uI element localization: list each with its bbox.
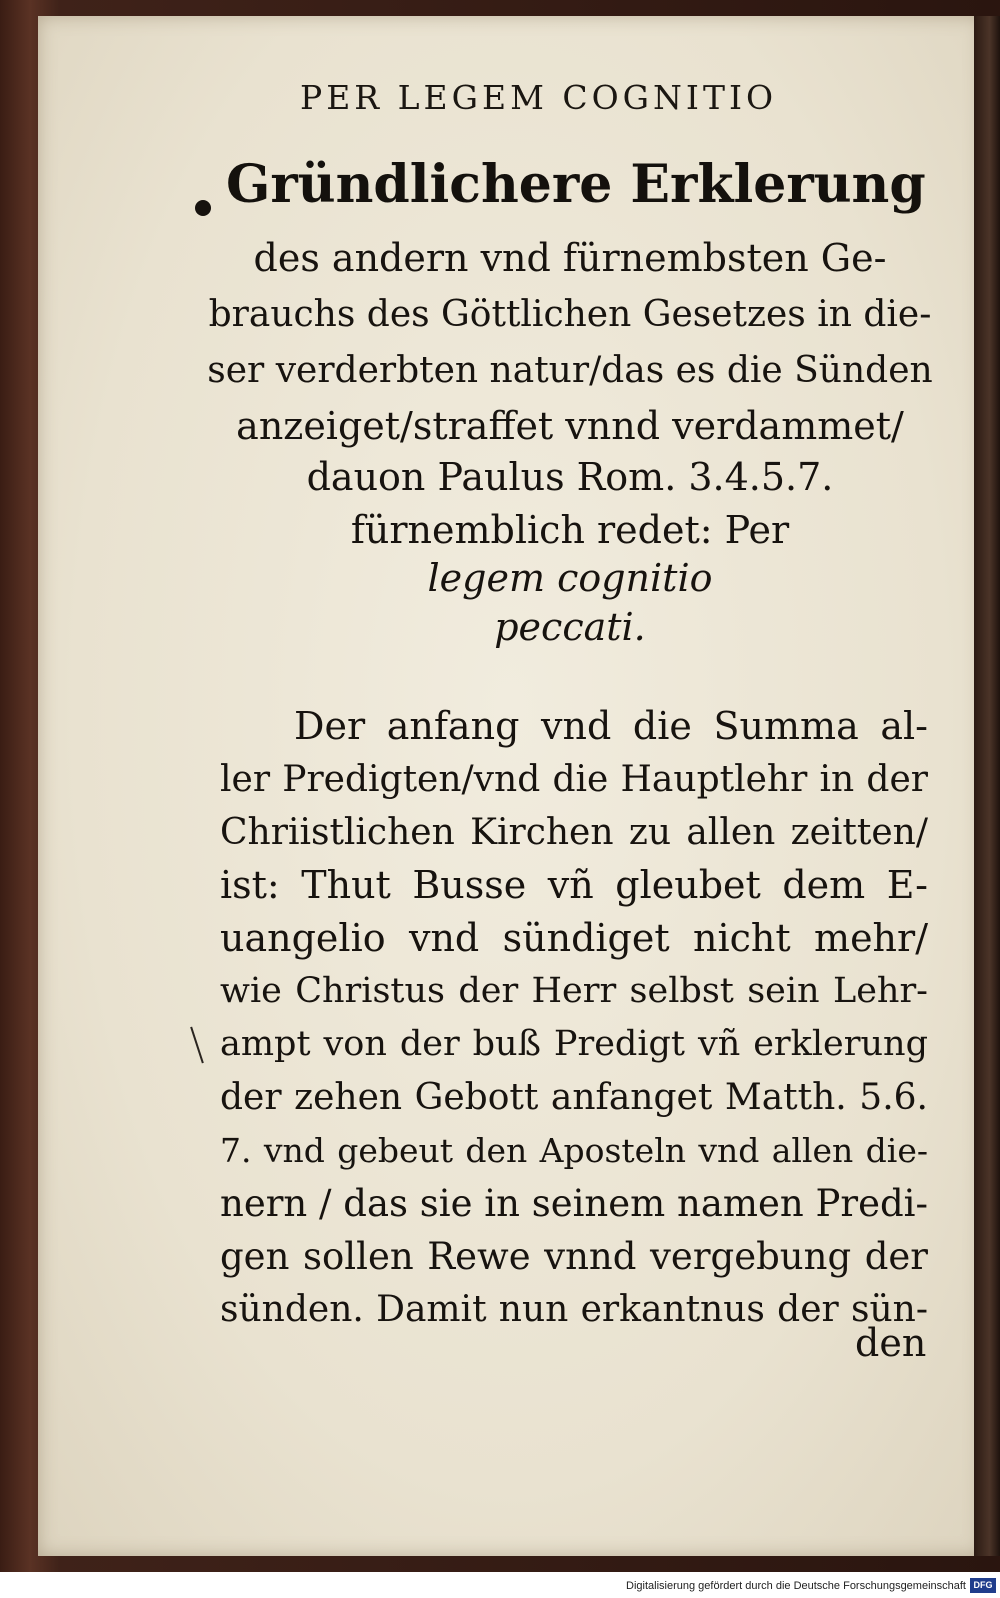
subtitle-line: des andern vnd fürnembsten Ge-: [253, 236, 887, 280]
body-line: ist: Thut Busse vñ gleubet dem E-: [220, 863, 928, 907]
body-line: sünden. Damit nun erkantnus der sün-: [220, 1289, 928, 1330]
body-line: 7. vnd gebeut den Aposteln vnd allen die-: [220, 1131, 928, 1170]
body-line: der zehen Gebott anfanget Matth. 5.6.: [220, 1077, 928, 1118]
body-line: ampt von der buß Predigt vñ erklerung: [220, 1024, 928, 1064]
subtitle-line: fürnemblich redet: Per: [350, 508, 790, 552]
body-line: wie Christus der Herr selbst sein Lehr-: [220, 971, 928, 1011]
subtitle-line: brauchs des Göttlichen Gesetzes in die-: [208, 294, 932, 335]
footer-bar: [0, 1575, 1000, 1598]
body-line: nern / das sie in seinem namen Predi-: [220, 1182, 928, 1225]
subtitle-line-latin: peccati.: [494, 605, 646, 649]
subtitle-line: anzeiget/straffet vnnd verdammet/: [236, 404, 904, 448]
catchword: den: [855, 1321, 927, 1365]
dfg-logo: DFG: [970, 1578, 996, 1593]
subtitle-line-latin: legem cognitio: [427, 556, 713, 600]
body-line: Chriistlichen Kirchen zu allen zeitten/: [220, 812, 928, 853]
body-line: uangelio vnd sündiget nicht mehr/: [220, 916, 928, 960]
subtitle-line: ser verderbten natur/das es die Sünden: [207, 350, 933, 391]
running-head: PER LEGEM COGNITIO: [300, 78, 778, 117]
bullet-mark: [195, 200, 211, 216]
funding-credit: Digitalisierung gefördert durch die Deutsche Forschungsgemeinschaft: [626, 1580, 966, 1592]
page-title: Gründlichere Erklerung: [226, 154, 926, 215]
body-paragraph: [220, 700, 928, 1336]
body-line: ler Predigten/vnd die Hauptlehr in der: [220, 759, 928, 800]
subtitle-line: dauon Paulus Rom. 3.4.5.7.: [306, 455, 834, 499]
body-line: Der anfang vnd die Summa al-: [294, 704, 928, 748]
body-line: gen sollen Rewe vnnd vergebung der: [220, 1235, 928, 1278]
page-edge-shadow: [974, 16, 1000, 1556]
